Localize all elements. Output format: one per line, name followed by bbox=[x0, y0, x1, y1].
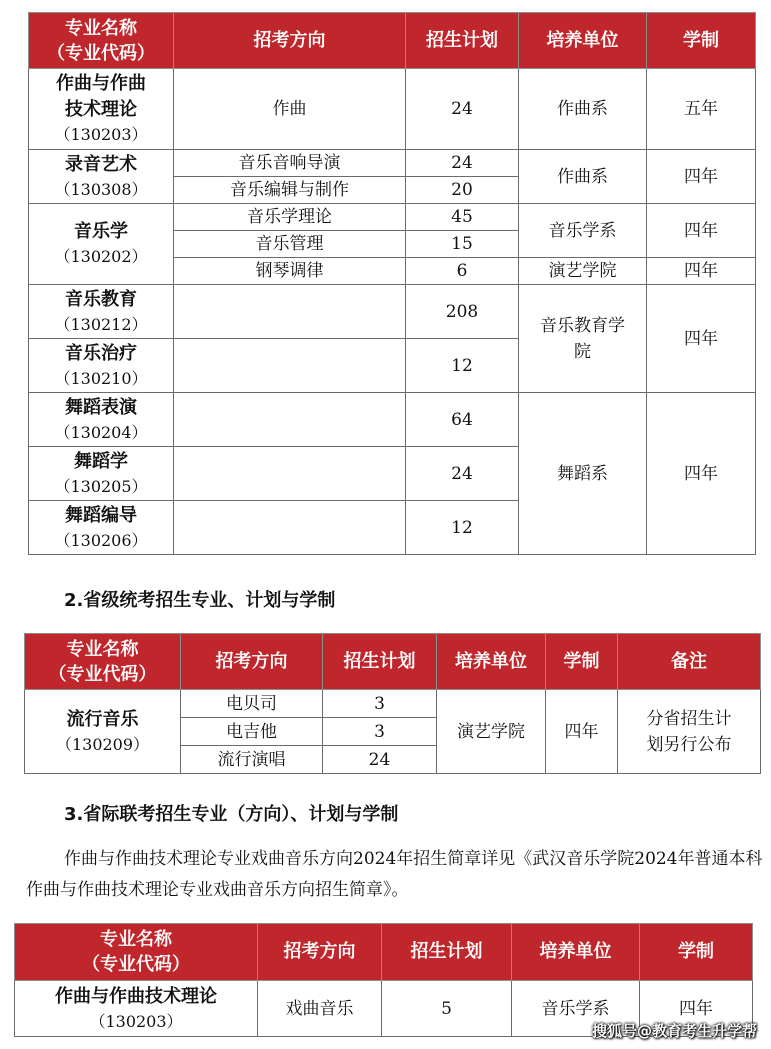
direction-cell: 音乐学理论 bbox=[174, 204, 406, 231]
duration-cell: 四年 bbox=[647, 150, 756, 204]
watermark: 搜狐号@教育考生升学帮 bbox=[591, 1022, 757, 1040]
header-name: 专业名称 （专业代码） bbox=[29, 13, 174, 69]
direction-cell bbox=[174, 285, 406, 339]
duration-cell: 四年 bbox=[647, 393, 756, 555]
header-plan: 招生计划 bbox=[323, 634, 437, 690]
plan-cell: 5 bbox=[382, 981, 512, 1037]
table-row bbox=[29, 150, 756, 177]
plan-cell: 12 bbox=[406, 339, 519, 393]
major-cell: 舞蹈编导 （130206） bbox=[29, 501, 174, 555]
unit-cell: 音乐学系 bbox=[519, 204, 647, 258]
table-row bbox=[29, 393, 756, 447]
major-cell: 音乐学 （130202） bbox=[29, 204, 174, 285]
major-cell: 作曲与作曲技术理论 （130203） bbox=[15, 981, 258, 1037]
section2-heading: 2.省级统考招生专业、计划与学制 bbox=[64, 590, 336, 611]
major-cell: 音乐教育 （130212） bbox=[29, 285, 174, 339]
header-direction: 招考方向 bbox=[174, 13, 406, 69]
plan-cell: 12 bbox=[406, 501, 519, 555]
plan-cell: 24 bbox=[406, 69, 519, 150]
table-row bbox=[29, 285, 756, 339]
direction-cell: 作曲 bbox=[174, 69, 406, 150]
major-cell: 作曲与作曲 技术理论 （130203） bbox=[29, 69, 174, 150]
plan-cell: 3 bbox=[323, 690, 437, 718]
plan-cell: 208 bbox=[406, 285, 519, 339]
duration-cell: 四年 bbox=[647, 204, 756, 258]
direction-cell: 电吉他 bbox=[181, 718, 323, 746]
major-cell: 录音艺术 （130308） bbox=[29, 150, 174, 204]
header-name: 专业名称 （专业代码） bbox=[25, 634, 181, 690]
unit-cell: 演艺学院 bbox=[437, 690, 546, 774]
direction-cell bbox=[174, 339, 406, 393]
duration-cell: 四年 bbox=[647, 285, 756, 393]
direction-cell: 音乐音响导演 bbox=[174, 150, 406, 177]
table2-header-row bbox=[25, 634, 761, 690]
major-cell: 音乐治疗 （130210） bbox=[29, 339, 174, 393]
unit-cell: 舞蹈系 bbox=[519, 393, 647, 555]
header-unit: 培养单位 bbox=[512, 924, 640, 981]
direction-cell bbox=[174, 393, 406, 447]
header-direction: 招考方向 bbox=[181, 634, 323, 690]
unit-cell: 作曲系 bbox=[519, 150, 647, 204]
unit-cell: 作曲系 bbox=[519, 69, 647, 150]
plan-cell: 20 bbox=[406, 177, 519, 204]
duration-cell: 四年 bbox=[546, 690, 618, 774]
header-direction: 招考方向 bbox=[258, 924, 382, 981]
direction-cell bbox=[174, 447, 406, 501]
plan-cell: 6 bbox=[406, 258, 519, 285]
header-duration: 学制 bbox=[640, 924, 753, 981]
table-provincial-exam bbox=[24, 633, 761, 774]
direction-cell: 音乐编辑与制作 bbox=[174, 177, 406, 204]
unit-cell: 音乐教育学 院 bbox=[519, 285, 647, 393]
direction-cell: 音乐管理 bbox=[174, 231, 406, 258]
header-remark: 备注 bbox=[618, 634, 761, 690]
table3-header-row bbox=[15, 924, 753, 981]
section3-paragraph: 作曲与作曲技术理论专业戏曲音乐方向2024年招生简章详见《武汉音乐学院2024年普通本科作曲与作曲技术理论专业戏曲音乐方向招生简章》。 bbox=[26, 849, 763, 900]
header-unit: 培养单位 bbox=[519, 13, 647, 69]
major-cell: 流行音乐 （130209） bbox=[25, 690, 181, 774]
header-unit: 培养单位 bbox=[437, 634, 546, 690]
table-row bbox=[29, 204, 756, 231]
plan-cell: 24 bbox=[406, 150, 519, 177]
header-name: 专业名称 （专业代码） bbox=[15, 924, 258, 981]
plan-cell: 3 bbox=[323, 718, 437, 746]
table-row bbox=[29, 69, 756, 150]
table-row bbox=[25, 690, 761, 718]
unit-cell: 音乐学系 bbox=[512, 981, 640, 1037]
remark-cell: 分省招生计 划另行公布 bbox=[618, 690, 761, 774]
direction-cell: 钢琴调律 bbox=[174, 258, 406, 285]
plan-cell: 45 bbox=[406, 204, 519, 231]
major-cell: 舞蹈表演 （130204） bbox=[29, 393, 174, 447]
header-plan: 招生计划 bbox=[382, 924, 512, 981]
header-duration: 学制 bbox=[647, 13, 756, 69]
table1-header-row bbox=[29, 13, 756, 69]
duration-cell: 五年 bbox=[647, 69, 756, 150]
header-plan: 招生计划 bbox=[406, 13, 519, 69]
direction-cell: 戏曲音乐 bbox=[258, 981, 382, 1037]
plan-cell: 24 bbox=[323, 746, 437, 774]
direction-cell: 流行演唱 bbox=[181, 746, 323, 774]
table-school-exam bbox=[28, 12, 756, 555]
plan-cell: 24 bbox=[406, 447, 519, 501]
header-duration: 学制 bbox=[546, 634, 618, 690]
direction-cell bbox=[174, 501, 406, 555]
unit-cell: 演艺学院 bbox=[519, 258, 647, 285]
plan-cell: 64 bbox=[406, 393, 519, 447]
plan-cell: 15 bbox=[406, 231, 519, 258]
duration-cell: 四年 bbox=[640, 981, 753, 1037]
duration-cell: 四年 bbox=[647, 258, 756, 285]
direction-cell: 电贝司 bbox=[181, 690, 323, 718]
section3-heading: 3.省际联考招生专业（方向）、计划与学制 bbox=[64, 804, 399, 825]
major-cell: 舞蹈学 （130205） bbox=[29, 447, 174, 501]
